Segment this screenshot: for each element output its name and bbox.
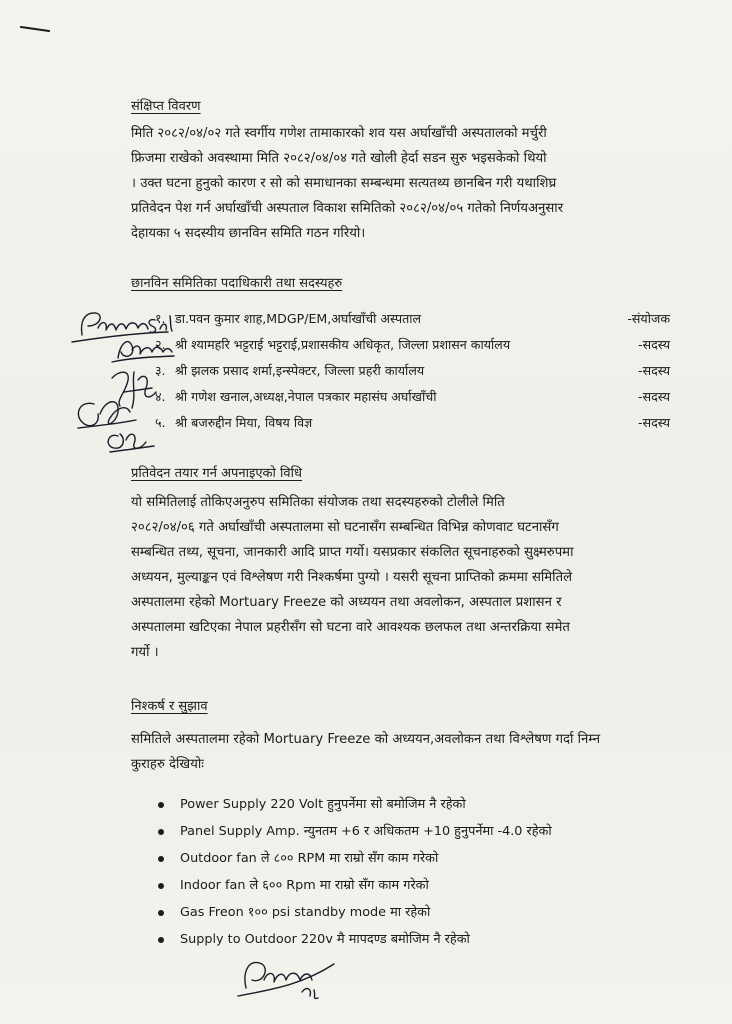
finding-item (158, 876, 658, 903)
member-name: श्री श्यामहरि भट्टराई भट्टराई,प्रशासकीय अधिकृत, जिल्ला प्रशासन कार्यालय (175, 337, 511, 352)
method-line: सम्बन्धित तथ्य, सूचना, जानकारी आदि प्राप्त गर्यो। यसप्रकार संकलित सूचनाहरुको सुक्ष्मरुपमा (131, 545, 574, 560)
bullet-icon (158, 829, 164, 835)
member-number: २. (155, 337, 166, 352)
member-number: ४. (155, 389, 166, 404)
member-name: श्री गणेश खनाल,अध्यक्ष,नेपाल पत्रकार महासंघ अर्घाखाँची (175, 389, 437, 404)
method-heading: प्रतिवेदन तयार गर्न अपनाइएको विधि (131, 466, 302, 481)
member-name: डा.पवन कुमार शाह,MDGP/EM,अर्घाखाँची अस्पताल (175, 311, 422, 326)
finding-text: Gas Freon १०० psi standby mode मा रहेको (180, 905, 431, 920)
method-line: अस्पतालमा खटिएका नेपाल प्रहरीसँग सो घटना वारे आवश्यक छलफल तथा अन्तरक्रिया समेत (131, 620, 570, 635)
member-number: ५. (155, 415, 166, 430)
bullet-icon (158, 910, 164, 916)
finding-item (158, 849, 658, 876)
bullet-icon (158, 937, 164, 943)
summary-line: प्रतिवेदन पेश गर्न अर्घाखाँची अस्पताल विकाश समितिको २०८२/०४/०५ गतेको निर्णयअनुसार (131, 201, 564, 216)
bullet-icon (158, 856, 164, 862)
finding-item (158, 930, 658, 957)
signature-5 (108, 434, 154, 452)
bullet-icon (158, 883, 164, 889)
finding-text: Indoor fan ले ६०० Rpm मा राम्रो सँग काम गरेको (180, 878, 429, 893)
finding-item (158, 903, 658, 930)
member-name: श्री बजरुद्दीन मिया, विषय विज्ञ (175, 415, 313, 430)
signature-3 (112, 372, 156, 408)
committee-heading: छानविन समितिका पदाधिकारी तथा सदस्यहरु (131, 276, 343, 291)
summary-heading: संक्षिप्त विवरण (131, 99, 201, 114)
member-number: ३. (155, 363, 166, 378)
summary-line: मिति २०८२/०४/०२ गते स्वर्गीय गणेश तामाकारको शव यस अर्घाखाँची अस्पतालको मर्चुरी (131, 126, 547, 141)
conclusion-line: समितिले अस्पतालमा रहेको Mortuary Freeze को अध्ययन,अवलोकन तथा विश्लेषण गर्दा निम्न (131, 732, 601, 747)
finding-text: Panel Supply Amp. न्युनतम +6 र अधिकतम +10 हुनुपर्नेमा -4.0 रहेको (180, 824, 552, 839)
member-name: श्री झलक प्रसाद शर्मा,इन्स्पेक्टर, जिल्ला प्रहरी कार्यालय (175, 363, 425, 378)
signature-1 (72, 313, 172, 342)
member-number: १. (155, 311, 166, 326)
member-role: -सदस्य (638, 415, 670, 430)
bullet-icon (158, 802, 164, 808)
method-line: गर्यो । (131, 645, 159, 660)
page-signature (238, 962, 334, 998)
summary-line: । उक्त घटना हुनुको कारण र सो को समाधानका सम्बन्धमा सत्यतथ्य छानबिन गरी यथाशिघ्र (131, 176, 557, 191)
conclusion-line: कुराहरु देखियोः (131, 757, 204, 772)
method-line: २०८२/०४/०६ गते अर्घाखाँची अस्पतालमा सो घटनासँग सम्बन्धित विभिन्न कोणवाट घटनासँग (131, 520, 559, 535)
finding-item (158, 822, 658, 849)
member-role: -सदस्य (638, 389, 670, 404)
finding-text: Power Supply 220 Volt हुनुपर्नेमा सो बमोजिम नै रहेको (180, 797, 466, 812)
conclusion-heading: निश्कर्ष र सुझाव (131, 699, 208, 714)
method-line: यो समितिलाई तोकिएअनुरुप समितिका संयोजक तथा सदस्यहरुको टोलीले मिति (131, 495, 505, 510)
method-line: अध्ययन, मुल्याङ्कन एवं विश्लेषण गरी निश्कर्षमा पुग्यो । यसरी सूचना प्राप्तिको क्रममा समितिले (131, 570, 573, 585)
summary-line: देहायका ५ सदस्यीय छानविन समिति गठन गरियो। (131, 226, 366, 241)
signature-4 (78, 402, 136, 428)
finding-text: Outdoor fan ले ८०० RPM मा राम्रो सँग काम गरेको (180, 851, 439, 866)
conclusion-paragraph (131, 727, 661, 777)
method-line: अस्पतालमा रहेको Mortuary Freeze को अध्ययन तथा अवलोकन, अस्पताल प्रशासन र (131, 595, 562, 610)
member-role: -संयोजक (627, 311, 670, 326)
method-paragraph (131, 490, 661, 665)
signature-2 (112, 342, 174, 362)
finding-text: Supply to Outdoor 220v मै मापदण्ड बमोजिम नै रहेको (180, 932, 470, 947)
member-role: -सदस्य (638, 363, 670, 378)
summary-line: फ्रिजमा राखेको अवस्थामा मिति २०८२/०४/०४ गते खोली हेर्दा सडन सुरु भइसकेको थियो (131, 151, 547, 166)
member-role: -सदस्य (638, 337, 670, 352)
finding-item (158, 795, 658, 822)
findings-list (158, 795, 658, 957)
